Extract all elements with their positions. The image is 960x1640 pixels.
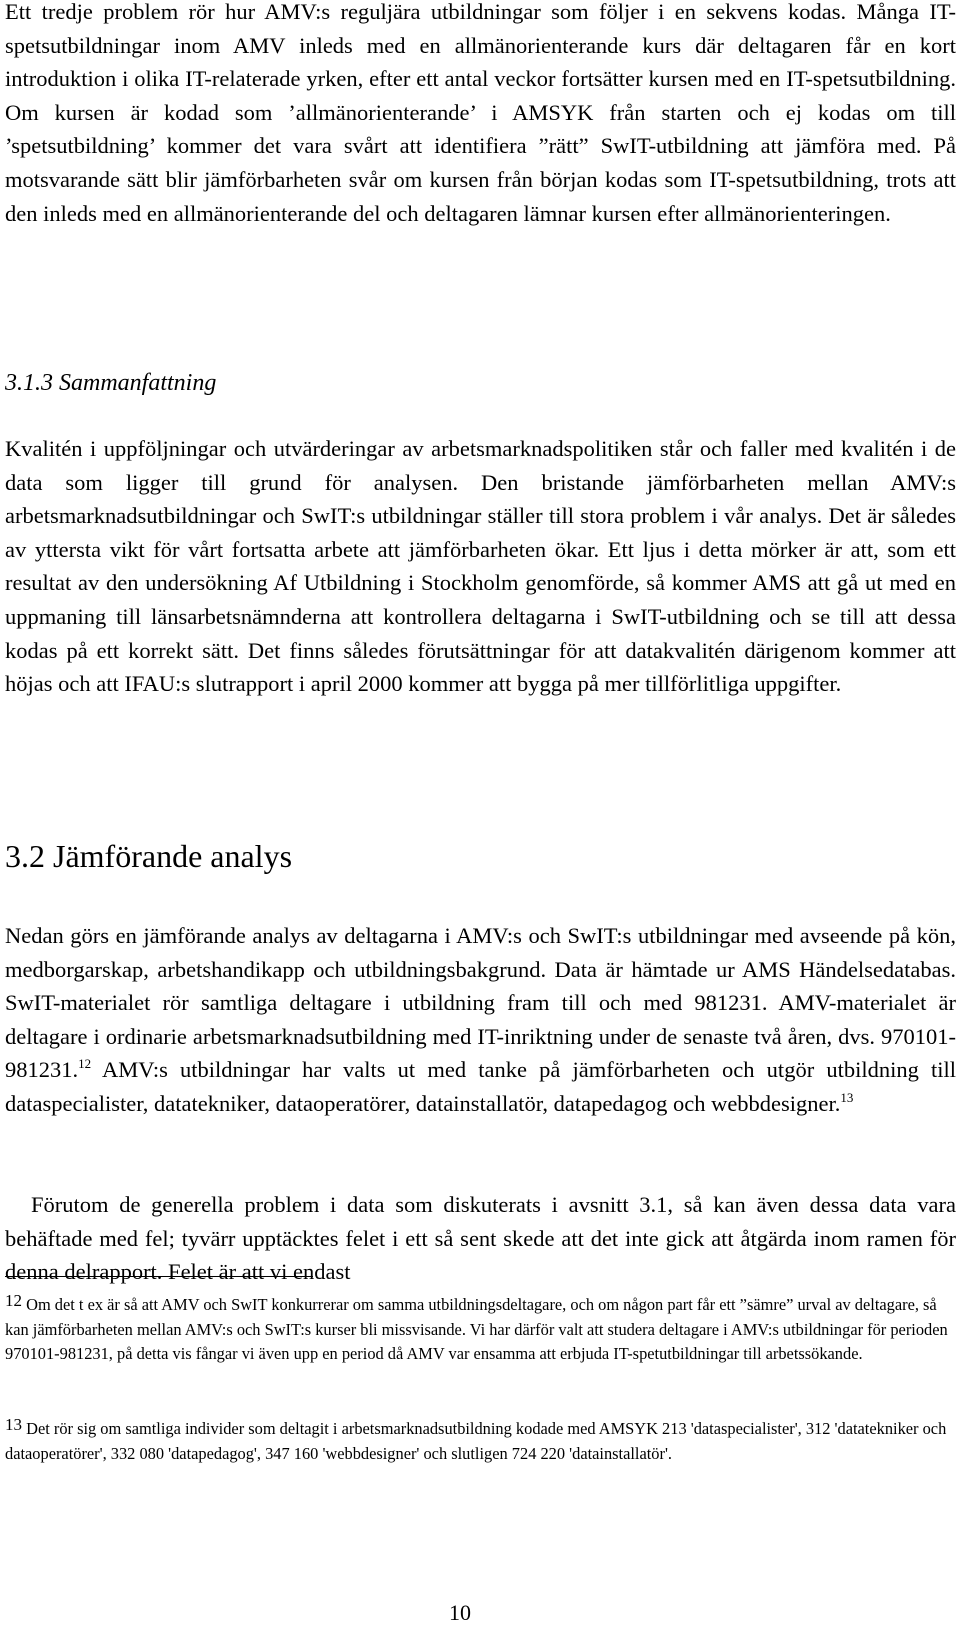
section-3-1-3-heading: 3.1.3 Sammanfattning <box>5 370 217 396</box>
page-number: 10 <box>449 1600 471 1625</box>
footnote-ref-12[interactable]: 12 <box>78 1056 92 1072</box>
analysis-paragraph-2: Förutom de generella problem i data som diskuterats i avsnitt 3.1, så kan även dessa data vara behäftade med fel; tyvärr upptäcktes felet i ett så sent skede att det inte gick att åtgärda inom ramen för denna delrapport. Felet är att vi endast <box>5 1192 956 1285</box>
analysis-paragraph-1-text-a: Nedan görs en jämförande analys av deltagarna i AMV:s och SwIT:s utbildningar med avseende på kön, medborgarskap, arbetshandikapp och utbildningsbakgrund. Data är hämtade ur AMS Händelsedatabas. SwIT-materialet rör samtliga deltagare i utbildning fram till och med 981231. AMV-materialet är deltagare i ordinarie arbetsmarknadsutbildning med IT-inriktning under de senaste två åren, dvs. 970101-981231. <box>5 923 956 1083</box>
summary-paragraph: Kvalitén i uppföljningar och utvärderingar av arbetsmarknadspolitiken står och faller med kvalitén i de data som ligger till grund för analysen. Den bristande jämförbarheten mellan AMV:s arbetsmarknadsutbildningar och SwIT:s utbildningar ställer till stora problem i vår analys. Det är således av yttersta vikt för vårt fortsatta arbete att jämförbarheten ökar. Ett ljus i detta mörker är att, som ett resultat av den undersökning Af Utbildning i Stockholm genomförde, så kommer AMS att gå ut med en uppmaning till länsarbetsnämnderna att kontrollera deltagarna i SwIT-utbildning och se till att dessa kodas på ett korrekt sätt. Det finns således förutsättningar för att datakvalitén därigenom kommer att höjas och att IFAU:s slutrapport i april 2000 kommer att bygga på mer tillförlitliga uppgifter. <box>5 436 956 697</box>
footnote-12-text: Om det t ex är så att AMV och SwIT konkurrerar om samma utbildningsdeltagare, och om någon part får ett ”sämre” urval av deltagare, så kan jämförbarheten mellan AMV:s och SwIT:s kurser bli missvisande. Vi har därför valt att studera deltagare i AMV:s utbildningar för perioden 970101-981231, på detta vis fångar vi även upp en period då AMV var ensamma att erbjuda IT-spetutbildningar till arbetssökande. <box>5 1295 948 1364</box>
analysis-paragraph-1-text-b: AMV:s utbildningar har valts ut med tanke på jämförbarheten och utgör utbildning till dataspecialister, datatekniker, dataoperatörer, datainstallatör, datapedagog och webbdesigner. <box>5 1057 956 1116</box>
analysis-paragraph-1 <box>5 919 956 1121</box>
footnote-13-text: Det rör sig om samtliga individer som deltagit i arbetsmarknadsutbildning kodade med AMSYK 213 'dataspecialister', 312 'datatekniker och dataoperatörer', 332 080 'datapedagog', 347 160 'webbdesigner' och slutligen 724 220 'datainstallatör'. <box>5 1419 947 1463</box>
intro-paragraph: Ett tredje problem rör hur AMV:s reguljära utbildningar som följer i en sekvens kodas. Många IT-spetsutbildningar inom AMV inleds med en allmänorienterande kurs där deltagaren får en kort introduktion i olika IT-relaterade yrken, efter ett antal veckor fortsätter kursen med en IT-spetsutbildning. Om kursen är kodad som ’allmänorienterande’ i AMSYK från starten och ej kodas om till ’spetsutbildning’ kommer det vara svårt att identifiera ”rätt” SwIT-utbildning att jämföra med. På motsvarande sätt blir jämförbarheten svår om kursen från början kodas som IT-spetsutbildning, trots att den inleds med en allmänorienterande del och deltagaren lämnar kursen efter allmänorienteringen. <box>5 0 956 226</box>
footnote-ref-13[interactable]: 13 <box>840 1089 854 1105</box>
footnote-divider <box>5 1276 313 1277</box>
footnote-13-number: 13 <box>5 1415 22 1434</box>
footnote-13 <box>5 1417 956 1466</box>
footnote-12 <box>5 1293 956 1367</box>
footnote-12-number: 12 <box>5 1291 22 1310</box>
section-3-2-heading: 3.2 Jämförande analys <box>5 838 293 874</box>
